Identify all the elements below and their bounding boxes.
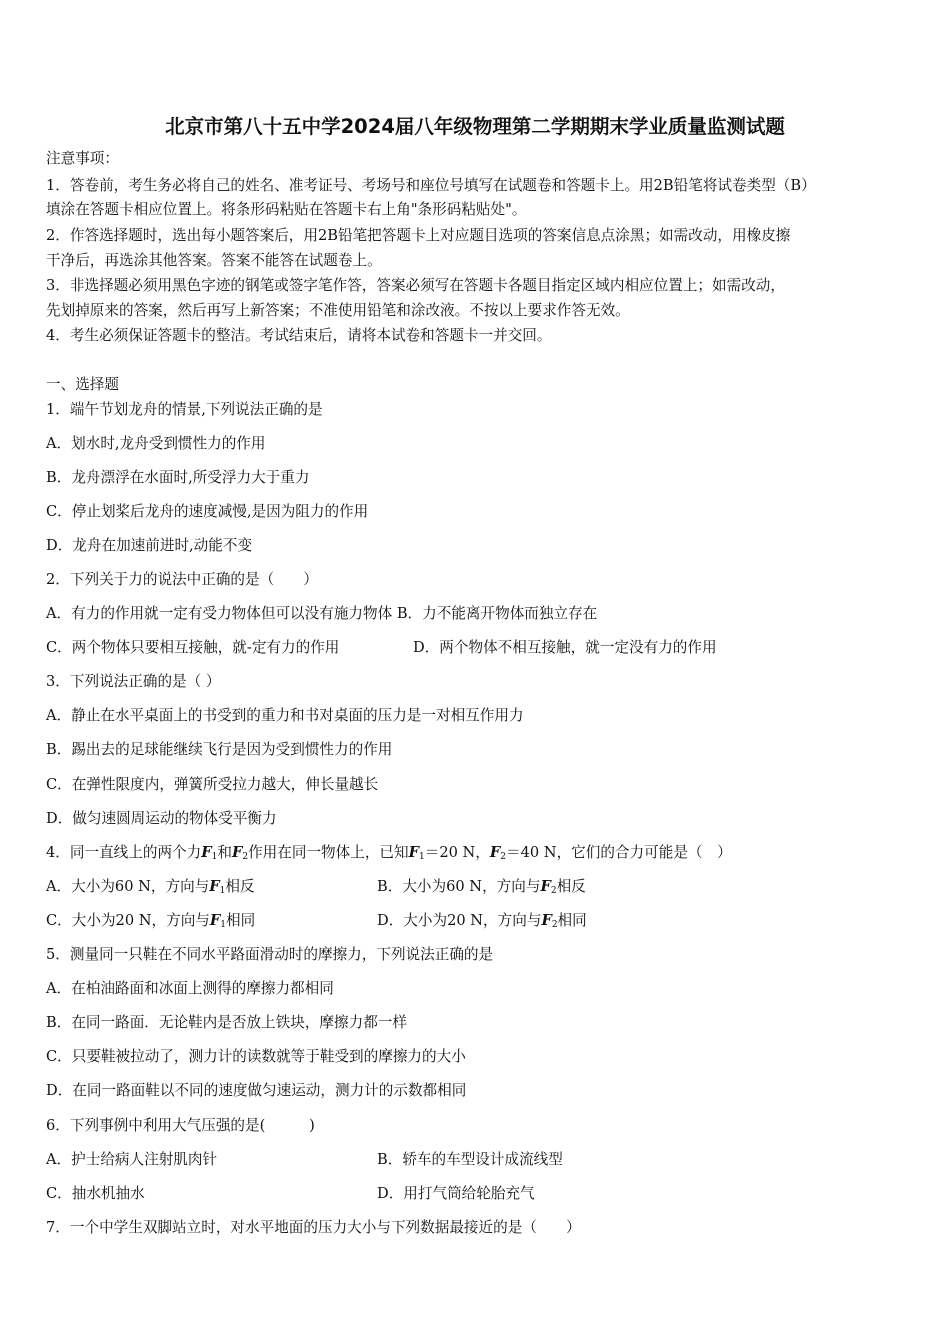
subscript: 1 xyxy=(219,886,226,896)
q1-option-a: A．划水时,龙舟受到惯性力的作用 xyxy=(46,435,266,452)
q2-option-c: C．两个物体只要相互接触，就-定有力的作用 xyxy=(46,639,340,656)
q4-option-b xyxy=(377,878,586,900)
option-text: 相同 xyxy=(557,912,587,929)
q3-option-d: D．做匀速圆周运动的物体受平衡力 xyxy=(46,810,277,827)
q2-stem: 2．下列关于力的说法中正确的是（ ） xyxy=(46,571,318,588)
force-symbol: F xyxy=(408,844,419,861)
q1-stem: 1．端午节划龙舟的情景,下列说法正确的是 xyxy=(46,401,323,418)
force-symbol: F xyxy=(209,912,221,929)
force-symbol: F xyxy=(541,912,552,929)
notice-line: 填涂在答题卡相应位置上。将条形码粘贴在答题卡右上角"条形码粘贴处"。 xyxy=(46,201,527,218)
subscript: 2 xyxy=(242,852,249,862)
q5-stem: 5．测量同一只鞋在不同水平路面滑动时的摩擦力，下列说法正确的是 xyxy=(46,946,494,963)
q4-stem-text: 作用在同一物体上，已知 xyxy=(248,844,409,861)
q3-option-a: A．静止在水平桌面上的书受到的重力和书对桌面的压力是一对相互作用力 xyxy=(46,707,524,724)
force-symbol: F xyxy=(209,878,220,895)
q5-option-a: A．在柏油路面和冰面上测得的摩擦力都相同 xyxy=(46,980,334,997)
q1-option-c: C．停止划桨后龙舟的速度减慢,是因为阻力的作用 xyxy=(46,503,369,520)
option-text: B．大小为60 N，方向与 xyxy=(377,878,541,895)
option-text: 相反 xyxy=(556,878,586,895)
q6-option-c: C．抽水机抽水 xyxy=(46,1185,145,1202)
q4-stem-text: 4．同一直线上的两个力 xyxy=(46,844,202,861)
option-text: 相反 xyxy=(225,878,255,895)
q4-stem-text: ＝40 N，它们的合力可能是（ ） xyxy=(506,844,732,861)
q2-option-d: D．两个物体不相互接触，就一定没有力的作用 xyxy=(413,639,717,656)
subscript: 2 xyxy=(551,920,558,930)
section-heading: 一、选择题 xyxy=(46,376,119,393)
q6-option-b: B．轿车的车型设计成流线型 xyxy=(377,1151,563,1168)
q3-option-b: B．踢出去的足球能继续飞行是因为受到惯性力的作用 xyxy=(46,741,393,758)
q1-option-d: D．龙舟在加速前进时,动能不变 xyxy=(46,537,253,554)
q6-option-d: D．用打气筒给轮胎充气 xyxy=(377,1185,535,1202)
q1-option-b: B．龙舟漂浮在水面时,所受浮力大于重力 xyxy=(46,469,310,486)
notice-line: 先划掉原来的答案，然后再写上新答案；不准使用铅笔和涂改液。不按以上要求作答无效。 xyxy=(46,302,630,319)
page-title: 北京市第八十五中学2024届八年级物理第二学期期末学业质量监测试题 xyxy=(165,115,785,138)
option-text: C．大小为20 N，方向与 xyxy=(46,912,210,929)
q4-option-c xyxy=(46,912,255,934)
option-text: 相同 xyxy=(226,912,256,929)
q7-stem: 7．一个中学生双脚站立时，对水平地面的压力大小与下列数据最接近的是（ ） xyxy=(46,1219,581,1236)
subscript: 2 xyxy=(500,852,506,862)
q4-stem-text: ＝20 N， xyxy=(424,844,490,861)
notice-line: 4．考生必须保证答题卡的整洁。考试结束后，请将本试卷和答题卡一并交回。 xyxy=(46,327,552,344)
q4-option-a xyxy=(46,878,255,900)
q5-option-d: D．在同一路面鞋以不同的速度做匀速运动，测力计的示数都相同 xyxy=(46,1082,467,1099)
force-symbol: F xyxy=(540,878,551,895)
q5-option-c: C．只要鞋被拉动了，测力计的读数就等于鞋受到的摩擦力的大小 xyxy=(46,1048,466,1065)
q3-stem: 3．下列说法正确的是（ ） xyxy=(46,673,221,690)
q6-stem: 6．下列事例中利用大气压强的是( ) xyxy=(46,1117,315,1134)
notice-heading: 注意事项： xyxy=(46,150,119,167)
force-symbol: F xyxy=(201,844,212,861)
subscript: 1 xyxy=(220,920,227,930)
q2-option-ab: A．有力的作用就一定有受力物体但可以没有施力物体 B．力不能离开物体而独立存在 xyxy=(46,605,598,622)
subscript: 1 xyxy=(211,852,218,862)
subscript: 2 xyxy=(550,886,557,896)
force-symbol: F xyxy=(489,844,501,861)
subscript: 1 xyxy=(418,852,425,862)
notice-line: 1．答卷前，考生务必将自己的姓名、准考证号、考场号和座位号填写在试题卷和答题卡上。用2B铅笔将试卷类型（B） xyxy=(46,177,816,194)
q6-option-a: A．护士给病人注射肌肉针 xyxy=(46,1151,218,1168)
option-text: D．大小为20 N，方向与 xyxy=(377,912,542,929)
force-symbol: F xyxy=(231,844,243,861)
option-text: A．大小为60 N，方向与 xyxy=(46,878,210,895)
q4-option-d xyxy=(377,912,587,934)
q5-option-b: B．在同一路面．无论鞋内是否放上铁块，摩擦力都一样 xyxy=(46,1014,407,1031)
q3-option-c: C．在弹性限度内，弹簧所受拉力越大，伸长量越长 xyxy=(46,776,379,793)
q4-stem-text: 和 xyxy=(217,844,232,861)
notice-line: 3．非选择题必须用黑色字迹的钢笔或签字笔作答，答案必须写在答题卡各题目指定区域内相应位置上；如需改动， xyxy=(46,277,785,294)
notice-line: 干净后，再选涂其他答案。答案不能答在试题卷上。 xyxy=(46,252,382,269)
q4-stem xyxy=(46,844,732,866)
notice-line: 2．作答选择题时，选出每小题答案后，用2B铅笔把答题卡上对应题目选项的答案信息点涂黑；如需改动，用橡皮擦 xyxy=(46,227,791,244)
